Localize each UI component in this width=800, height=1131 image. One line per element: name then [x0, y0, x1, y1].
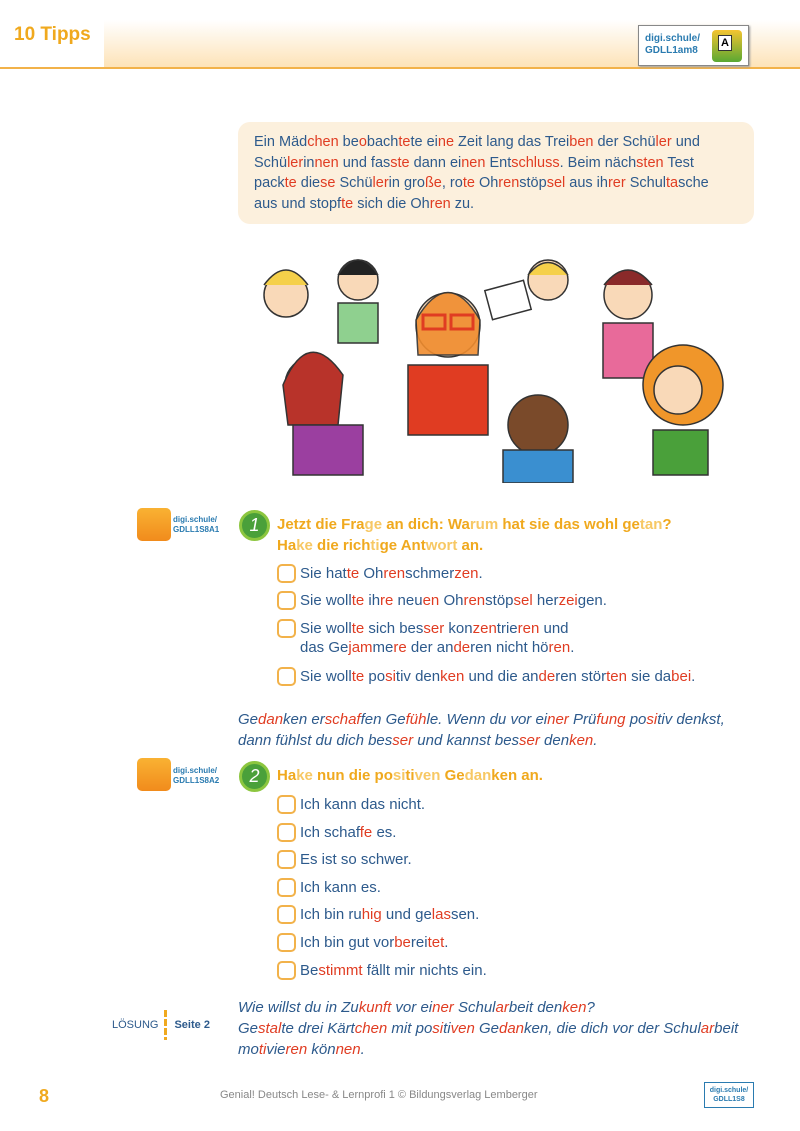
page-number: 8	[39, 1086, 50, 1106]
option-line: Sie wollte ihre neuen Ohrenstöpsel herzeigen.	[300, 592, 607, 609]
option-line: Ich bin ruhig und gelassen.	[300, 906, 480, 923]
app-icon-letter: A	[718, 35, 732, 51]
illustration-children	[238, 245, 748, 483]
page-title: 10 Tipps	[14, 24, 91, 45]
app-icon	[712, 30, 742, 62]
task1-heading	[277, 514, 672, 556]
option-line: Bestimmt fällt mir nichts ein.	[300, 962, 487, 979]
final-line: motivieren können.	[238, 1041, 365, 1058]
tip-paragraph	[238, 709, 725, 751]
badge-code[interactable]: digi.schule/ GDLL1S8A1	[173, 515, 220, 534]
answer-option[interactable]	[277, 591, 607, 610]
copyright: Genial! Deutsch Lese- & Lernprofi 1 © Bildungsverlag Lemberger	[220, 1089, 538, 1101]
heading-line: Jetzt die Frage an dich: Warum hat sie das wohl getan?	[277, 516, 672, 533]
answer-option[interactable]	[277, 564, 483, 583]
intro-line: Ein Mädchen beobachtete eine Zeit lang das Treiben der Schüler und	[254, 134, 700, 150]
solution-label: LÖSUNG	[112, 1019, 159, 1031]
task-number-1: 1	[239, 510, 270, 541]
answer-option[interactable]	[277, 878, 381, 897]
digi-link-box[interactable]	[638, 25, 749, 66]
task2-heading	[277, 765, 543, 786]
option-text	[300, 961, 487, 980]
solution-page: Seite 2	[174, 1019, 210, 1031]
checkbox[interactable]	[277, 905, 296, 924]
divider	[164, 1010, 167, 1040]
answer-option[interactable]	[277, 850, 412, 869]
answer-option[interactable]	[277, 961, 487, 980]
option-line: Sie hatte Ohrenschmerzen.	[300, 565, 483, 582]
option-text	[300, 933, 448, 952]
intro-line: aus und stopfte sich die Ohren zu.	[254, 195, 475, 212]
answer-option[interactable]	[277, 619, 574, 657]
checkbox[interactable]	[277, 619, 296, 638]
answer-option[interactable]	[277, 905, 479, 924]
option-line: Ich schaffe es.	[300, 824, 397, 841]
interactive-exercise-badge[interactable]	[137, 508, 171, 541]
tip-line: dann fühlst du dich besser und kannst besser denken.	[238, 732, 598, 749]
checkbox[interactable]	[277, 878, 296, 897]
option-text	[300, 564, 483, 583]
checkbox[interactable]	[277, 933, 296, 952]
intro-text-box	[238, 122, 754, 224]
final-line: Wie willst du in Zukunft vor einer Schularbeit denken?	[238, 999, 595, 1016]
badge-code[interactable]: digi.schule/ GDLL1S8A2	[173, 766, 220, 785]
intro-line: Schülerinnen und fasste dann einen Entschluss. Beim nächsten Test	[254, 154, 694, 171]
task-number-2: 2	[239, 761, 270, 792]
option-text	[300, 667, 695, 686]
checkbox[interactable]	[277, 961, 296, 980]
solution-reference	[112, 1010, 210, 1040]
answer-option[interactable]	[277, 795, 425, 814]
option-line: Sie wollte positiv denken und die anderen störten sie dabei.	[300, 668, 696, 685]
checkbox[interactable]	[277, 850, 296, 869]
option-line: Ich kann es.	[300, 879, 381, 896]
digi-code: digi.schule/ GDLL1am8	[645, 33, 701, 56]
final-task	[238, 997, 738, 1060]
option-line: Es ist so schwer.	[300, 851, 412, 868]
option-text	[300, 905, 479, 924]
tip-line: Gedanken erschaffen Gefühle. Wenn du vor einer Prüfung positiv denkst,	[238, 711, 725, 728]
option-text	[300, 878, 381, 897]
answer-option[interactable]	[277, 823, 396, 842]
checkbox[interactable]	[277, 795, 296, 814]
answer-option[interactable]	[277, 667, 695, 686]
option-text	[300, 850, 412, 869]
checkbox[interactable]	[277, 667, 296, 686]
answer-option[interactable]	[277, 933, 448, 952]
heading-line: Hake die richtige Antwort an.	[277, 537, 484, 554]
intro-line: packte diese Schülerin große, rote Ohrenstöpsel aus ihrer Schultasche	[254, 175, 709, 191]
option-text	[300, 823, 396, 842]
checkbox[interactable]	[277, 564, 296, 583]
option-text	[300, 591, 607, 610]
option-text	[300, 619, 574, 657]
option-text	[300, 795, 425, 814]
checkbox[interactable]	[277, 823, 296, 842]
option-line: Sie wollte sich besser konzentrieren und	[300, 620, 569, 637]
final-line: Gestalte drei Kärtchen mit positiven Gedanken, die dich vor der Schularbeit	[238, 1020, 739, 1037]
option-line: das Gejammere der anderen nicht hören.	[300, 639, 575, 656]
checkbox[interactable]	[277, 591, 296, 610]
option-line: Ich kann das nicht.	[300, 796, 426, 813]
interactive-exercise-badge[interactable]	[137, 758, 171, 791]
footer-digi-code[interactable]: digi.schule/ GDLL1S8	[704, 1082, 754, 1108]
heading-line: Hake nun die positiven Gedanken an.	[277, 767, 543, 784]
option-line: Ich bin gut vorbereitet.	[300, 934, 449, 951]
